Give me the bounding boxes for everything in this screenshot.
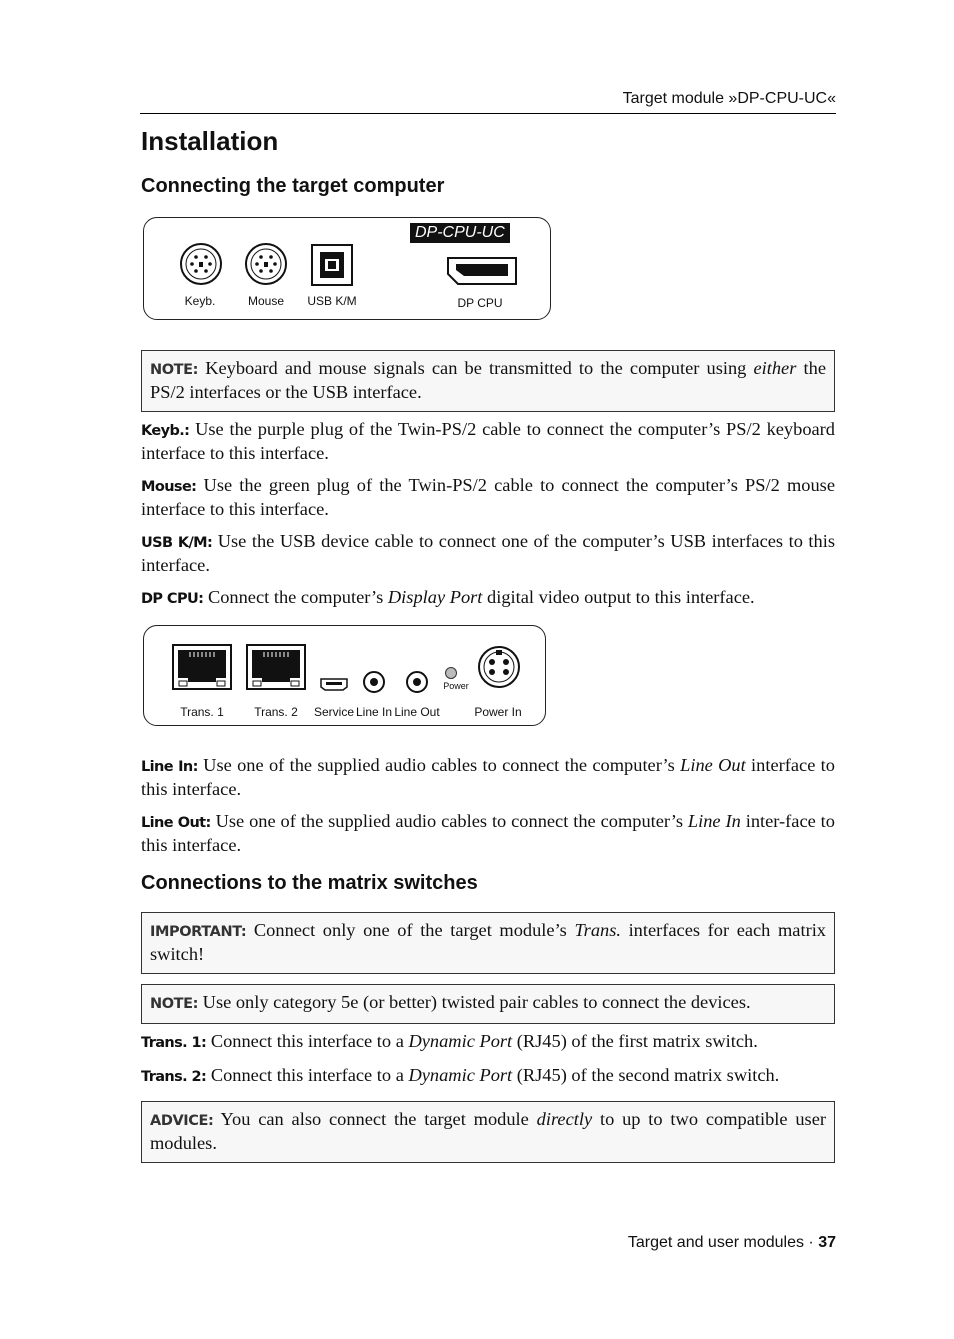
advice-text: You can also connect the target module <box>213 1109 537 1129</box>
mouse-text: Use the green plug of the Twin-PS/2 cable to connect the computer’s PS/2 mouse interface to this interface. <box>141 475 835 519</box>
trans2-text: Connect this interface to a <box>206 1065 409 1085</box>
advice-text-end: to up to two compatible user modules. <box>150 1109 826 1153</box>
note-box <box>141 350 835 412</box>
line-out-paragraph <box>141 810 835 856</box>
power-led-icon <box>444 666 458 680</box>
port-label-usb-km: USB K/M <box>307 294 357 308</box>
page-footer <box>140 1234 836 1252</box>
trans2-paragraph <box>141 1064 835 1088</box>
note2-term: NOTE: <box>150 996 199 1012</box>
mouse-term: Mouse: <box>141 479 197 495</box>
dp-cpu-text-end: digital video output to this interface. <box>482 587 755 607</box>
dp-cpu-text: Connect the computer’s <box>203 587 388 607</box>
usb-km-term: USB K/M: <box>141 535 213 551</box>
line-out-term: Line Out: <box>141 815 211 831</box>
section-title: Installation <box>141 126 279 156</box>
mouse-paragraph <box>141 474 835 520</box>
port-label-keyb: Keyb. <box>184 294 216 308</box>
important-text: Connect only one of the target module’s <box>246 920 575 940</box>
footer-text: Target and user modules · <box>627 1234 819 1251</box>
trans1-paragraph <box>141 1030 835 1054</box>
rear-panel-diagram <box>143 625 546 726</box>
displayport-icon <box>446 256 518 286</box>
usb-km-text: Use the USB device cable to connect one of the computer’s USB interfaces to this interface. <box>141 531 835 575</box>
dp-cpu-term: DP CPU: <box>141 591 204 607</box>
power-in-connector-icon <box>477 645 521 689</box>
subsection-title-target-computer: Connecting the target computer <box>141 175 445 197</box>
port-label-mouse: Mouse <box>247 294 285 308</box>
note-term: NOTE: <box>150 362 199 378</box>
note-text-end: the PS/2 interfaces or the USB interface. <box>150 358 826 402</box>
keyb-term: Keyb.: <box>141 423 190 439</box>
rj45-trans1-port-icon <box>172 644 232 690</box>
important-box <box>141 912 835 974</box>
usb-b-port-icon <box>311 244 353 286</box>
mini-usb-service-port-icon <box>319 677 349 691</box>
front-panel-diagram <box>143 217 551 320</box>
port-label-power-in: Power In <box>474 705 522 719</box>
trans2-text-end: (RJ45) of the second matrix switch. <box>512 1065 780 1085</box>
rj45-trans2-port-icon <box>246 644 306 690</box>
line-in-text: Use one of the supplied audio cables to connect the computer’s <box>197 755 681 775</box>
running-header: Target module »DP-CPU-UC« <box>622 90 836 107</box>
line-in-term: Line In: <box>141 759 198 775</box>
subsection-title-matrix-switches: Connections to the matrix switches <box>141 872 478 894</box>
important-emphasis: Trans. <box>574 920 621 940</box>
line-out-text-end: inter-face to this interface. <box>141 811 835 855</box>
port-label-service: Service <box>313 705 354 719</box>
trans2-emphasis: Dynamic Port <box>408 1065 513 1085</box>
trans1-term: Trans. 1: <box>141 1035 207 1051</box>
port-label-line-out: Line Out <box>394 705 440 719</box>
audio-line-in-jack-icon <box>362 670 386 694</box>
trans1-text-end: (RJ45) of the first matrix switch. <box>512 1031 758 1051</box>
note-emphasis: either <box>753 358 797 378</box>
line-in-emphasis: Line Out <box>680 755 746 775</box>
note-box-cables <box>141 984 835 1024</box>
advice-term: ADVICE: <box>150 1113 214 1129</box>
important-text-end: interfaces for each matrix switch! <box>150 920 826 964</box>
important-term: IMPORTANT: <box>150 924 247 940</box>
port-label-trans2: Trans. 2 <box>254 705 298 719</box>
page-number: 37 <box>818 1234 836 1251</box>
dp-cpu-emphasis: Display Port <box>387 587 483 607</box>
keyb-paragraph <box>141 418 835 464</box>
line-in-paragraph <box>141 754 835 800</box>
dp-cpu-paragraph <box>141 586 835 610</box>
port-label-trans1: Trans. 1 <box>180 705 224 719</box>
trans1-text: Connect this interface to a <box>206 1031 409 1051</box>
note2-text: Use only category 5e (or better) twisted pair cables to connect the devices. <box>198 992 751 1012</box>
advice-emphasis: directly <box>536 1109 593 1129</box>
header-rule <box>140 113 836 114</box>
trans2-term: Trans. 2: <box>141 1069 207 1085</box>
line-out-text: Use one of the supplied audio cables to connect the computer’s <box>210 811 688 831</box>
port-label-line-in: Line In <box>355 705 393 719</box>
keyb-text: Use the purple plug of the Twin-PS/2 cable to connect the computer’s PS/2 keyboard interface to this interface. <box>141 419 835 463</box>
ps2-keyboard-port-icon <box>179 242 223 286</box>
note-text: Keyboard and mouse signals can be transmitted to the computer using <box>198 358 754 378</box>
line-in-text-end: interface to this interface. <box>141 755 835 799</box>
advice-box <box>141 1101 835 1163</box>
line-out-emphasis: Line In <box>687 811 741 831</box>
port-label-dp-cpu: DP CPU <box>457 296 503 310</box>
usb-km-paragraph <box>141 530 835 576</box>
ps2-mouse-port-icon <box>244 242 288 286</box>
device-badge: DP-CPU-UC <box>410 223 510 243</box>
audio-line-out-jack-icon <box>405 670 429 694</box>
trans1-emphasis: Dynamic Port <box>408 1031 513 1051</box>
power-led-label: Power <box>443 681 469 691</box>
